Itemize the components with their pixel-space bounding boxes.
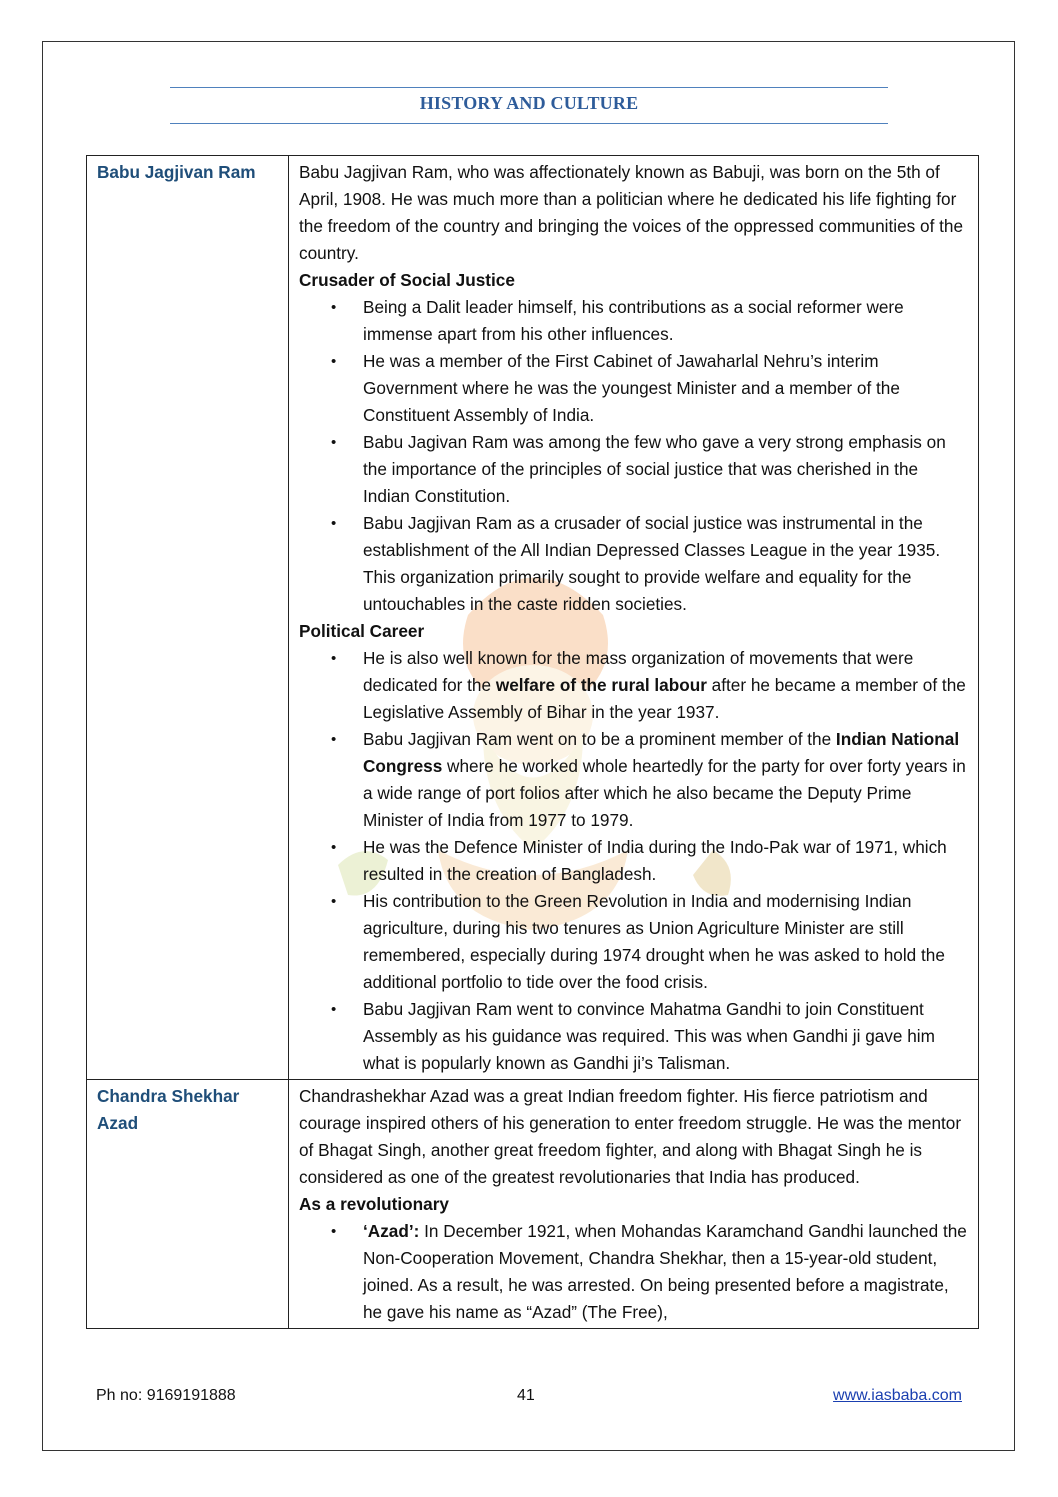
table-row [87, 156, 979, 1080]
row-content-cell [289, 1080, 979, 1329]
row-name-cell [87, 156, 289, 1080]
list-item [363, 726, 968, 834]
list-item: • He was a member of the First Cabinet of Jawaharlal Nehru’s interim Government where he was the youngest Minister and a member of the Constituent Assembly of India. [363, 348, 968, 429]
list-item [363, 645, 968, 726]
bold-text: Indian National Congress [363, 729, 960, 776]
section-heading: Crusader of Social Justice [299, 270, 515, 290]
intro-paragraph: Babu Jagjivan Ram, who was affectionately known as Babuji, was born on the 5th of April, 1908. He was much more than a politician where he dedicated his life fighting for the freedom of the country and bringing the voices of the oppressed communities of the country. [299, 162, 964, 263]
list-item: • His contribution to the Green Revolution in India and modernising Indian agriculture, during his two tenures as Union Agriculture Minister are still remembered, especially during 1974 drought when he was asked to hold the additional portfolio to tide over the food crisis. [363, 888, 968, 996]
bold-text: welfare of the rural labour [495, 675, 707, 695]
content-table [86, 155, 979, 1329]
text-span: after he became a member of the Legislative Assembly of Bihar in the year 1937. [363, 675, 966, 722]
text-span: where he worked whole heartedly for the party for over forty years in a wide range of port folios after which he also became the Deputy Prime Minister of India from 1977 to 1979. [363, 756, 966, 830]
list-item [363, 1218, 968, 1326]
intro-paragraph: Chandrashekhar Azad was a great Indian freedom fighter. His fierce patriotism and courage inspired others of his generation to enter freedom struggle. He was the mentor of Bhagat Singh, another great freedom fighter, and along with Bhagat Singh he is considered as one of the greatest revolutionaries that India has produced. [299, 1086, 962, 1187]
text-span: He is also well known for the mass organization of movements that were dedicated for the [363, 648, 914, 695]
list-item: • Babu Jagivan Ram was among the few who gave a very strong emphasis on the importance of the principles of social justice that was cherished in the Indian Constitution. [363, 429, 968, 510]
table-row [87, 1080, 979, 1329]
bullet-list [299, 1218, 968, 1326]
row-name-cell [87, 1080, 289, 1329]
section-heading: As a revolutionary [299, 1194, 449, 1214]
list-item: • Being a Dalit leader himself, his contributions as a social reformer were immense apart from his other influences. [363, 294, 968, 348]
person-name: Chandra Shekhar Azad [97, 1086, 240, 1133]
text-span: In December 1921, when Mohandas Karamchand Gandhi launched the Non-Cooperation Movement, Chandra Shekhar, then a 15-year-old student, joined. As a result, he was arrested. On being presented before a magistrate, he gave his name as “Azad” (The Free), [363, 1221, 967, 1322]
list-item: • Babu Jagjivan Ram as a crusader of social justice was instrumental in the establishment of the All Indian Depressed Classes League in the year 1935. This organization primarily sought to provide welfare and equality for the untouchables in the caste ridden societies. [363, 510, 968, 618]
website-link[interactable]: www.iasbaba.com [833, 1387, 962, 1404]
header-rule-top [170, 87, 888, 88]
page-number: 41 [517, 1387, 535, 1404]
list-item: • He was the Defence Minister of India during the Indo-Pak war of 1971, which resulted in the creation of Bangladesh. [363, 834, 968, 888]
header-rule-bottom [170, 123, 888, 124]
bold-text: ‘Azad’: [363, 1221, 420, 1241]
footer-phone: Ph no: 9169191888 [96, 1387, 236, 1404]
row-content-cell [289, 156, 979, 1080]
section-heading: Political Career [299, 621, 425, 641]
page-title: HISTORY AND CULTURE [419, 93, 639, 113]
list-item: • Babu Jagjivan Ram went to convince Mahatma Gandhi to join Constituent Assembly as his guidance was required. This was when Gandhi ji gave him what is popularly known as Gandhi ji’s Talisman. [363, 996, 968, 1077]
bullet-list [299, 645, 968, 1077]
person-name: Babu Jagjivan Ram [97, 162, 256, 182]
text-span: Babu Jagjivan Ram went on to be a prominent member of the [363, 729, 836, 749]
bullet-list [299, 294, 968, 618]
